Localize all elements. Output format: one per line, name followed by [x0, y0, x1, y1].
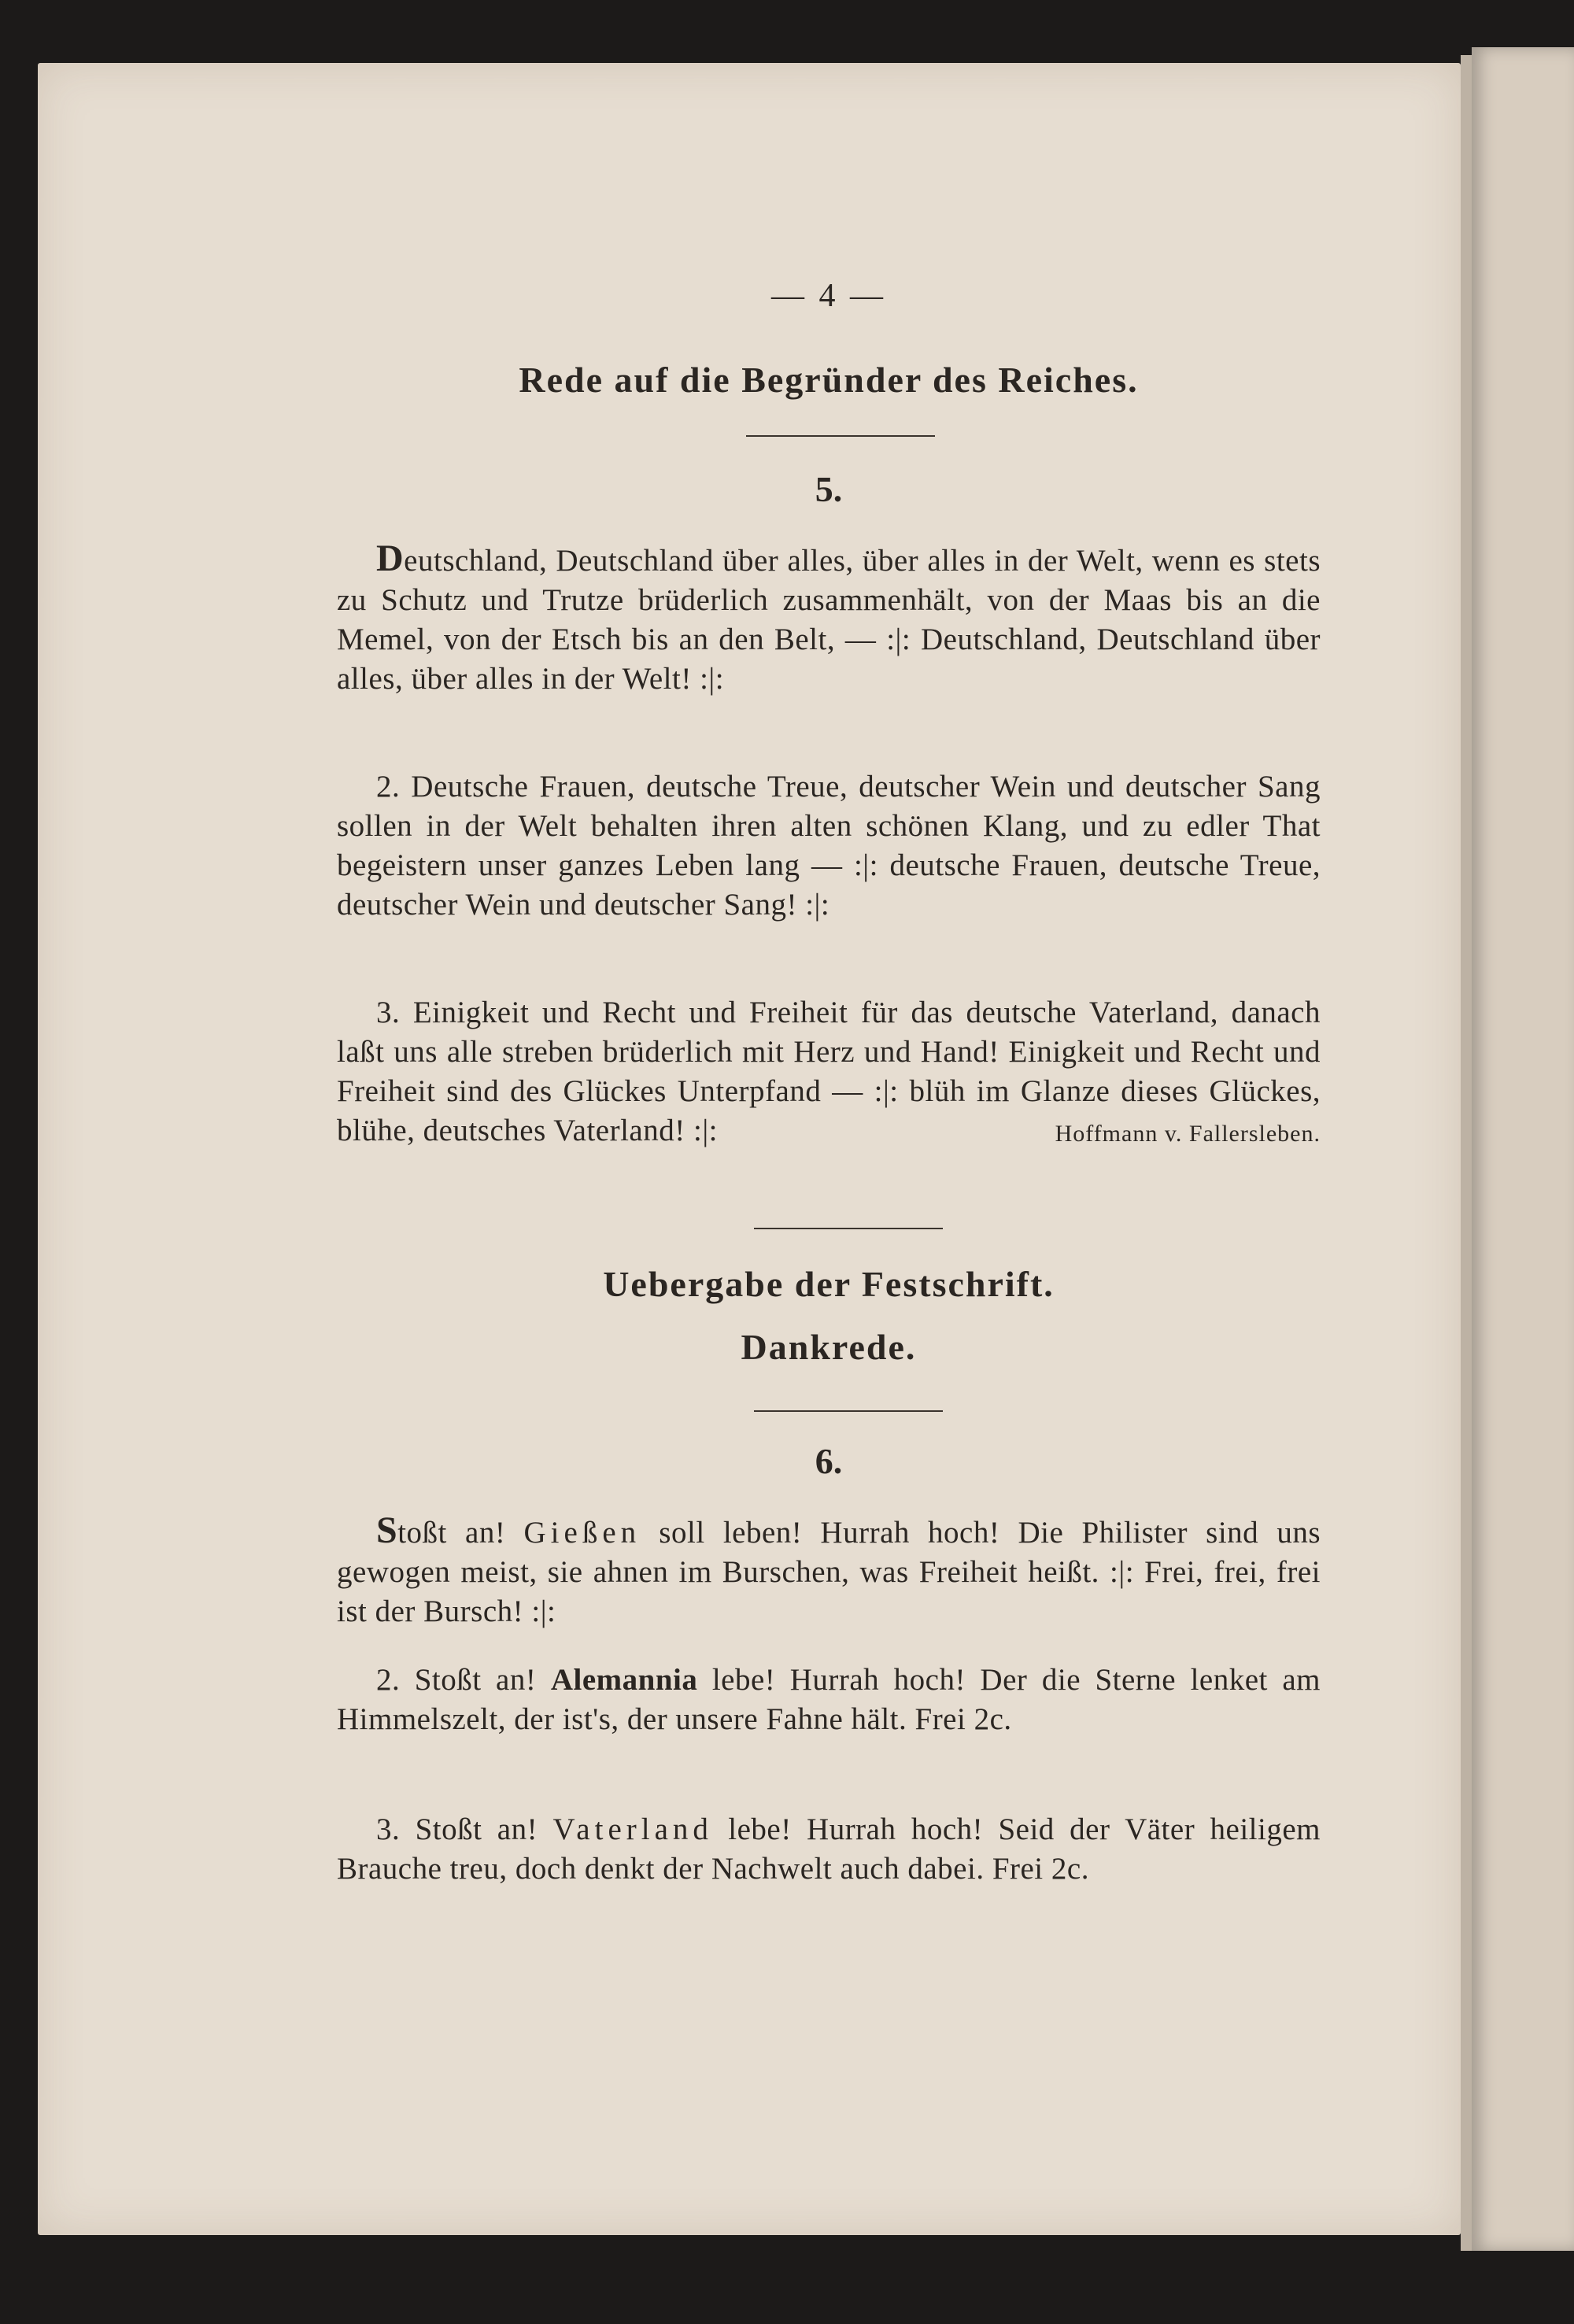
- section-heading-festschrift: Uebergabe der Festschrift.: [603, 1264, 1055, 1304]
- song6-stanza-3: [337, 1810, 1321, 1889]
- stanza-text: lebe! Hurrah hoch! Der die Sterne lenket am Himmelszelt, der ist's, der unsere Fahne hält. Frei 2c.: [337, 1663, 1321, 1736]
- song5-stanza-3: [337, 993, 1321, 1154]
- song6-stanza-1: [337, 1511, 1321, 1631]
- divider-rule: [746, 435, 935, 437]
- bold-word: Alemannia: [550, 1663, 698, 1697]
- section-subheading-dankrede: Dankrede.: [741, 1327, 917, 1367]
- song-number-5: 5.: [815, 469, 843, 509]
- song-number-6: 6.: [815, 1441, 843, 1481]
- stanza-text: lebe! Hurrah hoch! Seid der Väter heiligem Brauche treu, doch denkt der Nachwelt auch dabei. Frei 2c.: [337, 1812, 1321, 1886]
- stanza-text: toßt an!: [397, 1516, 524, 1550]
- book-page: [38, 63, 1461, 2235]
- stanza-text: 3. Einigkeit und Recht und Freiheit für das deutsche Vaterland, danach laßt uns alle streben brüderlich mit Herz und Hand! Einigkeit und Recht und Freiheit sind des Glückes Unterpfand — :|: blüh im Glanze dieses Glückes, blühe, deutsches Vaterland! :|:: [337, 996, 1321, 1147]
- dropcap-letter: S: [376, 1509, 398, 1551]
- author-attribution: Hoffmann v. Fallersleben.: [1055, 1121, 1321, 1147]
- book-gutter: [1461, 55, 1472, 2251]
- stanza-text: soll leben! Hurrah hoch! Die Philister sind uns gewogen meist, sie ahnen im Burschen, was Freiheit heißt. :|: Frei, frei, frei ist der Bursch! :|:: [337, 1516, 1321, 1628]
- divider-rule: [754, 1228, 943, 1229]
- stanza-text: 3. Stoßt an!: [376, 1812, 553, 1846]
- section-heading-speech: Rede auf die Begründer des Reiches.: [519, 360, 1139, 400]
- page-number: — 4 —: [771, 278, 886, 314]
- song5-stanza-1: [337, 539, 1321, 699]
- dropcap-letter: D: [376, 538, 405, 579]
- page-content: [337, 63, 1321, 1952]
- stanza-text: eutschland, Deutschland über alles, über alles in der Welt, wenn es stets zu Schutz und Trutze brüderlich zusammenhält, von der Maas bis an die Memel, von der Etsch bis an den Belt, — :|: Deutschland, Deutschland über alles, über alles in der Welt! :|:: [337, 544, 1321, 696]
- adjacent-page-edge: [1472, 47, 1574, 2251]
- spaced-word: Vaterland: [552, 1812, 713, 1846]
- divider-rule: [754, 1410, 943, 1412]
- stanza-text: 2. Stoßt an!: [376, 1663, 551, 1697]
- spaced-word: Gießen: [523, 1516, 641, 1550]
- song5-stanza-2: [337, 767, 1321, 925]
- song6-stanza-2: [337, 1661, 1321, 1739]
- stanza-text: 2. Deutsche Frauen, deutsche Treue, deutscher Wein und deutscher Sang sollen in der Welt behalten ihren alten schönen Klang, und zu edler That begeistern unser ganzes Leben lang — :|: deutsche Frauen, deutsche Treue, deutscher Wein und deutscher Sang! :|:: [337, 770, 1321, 922]
